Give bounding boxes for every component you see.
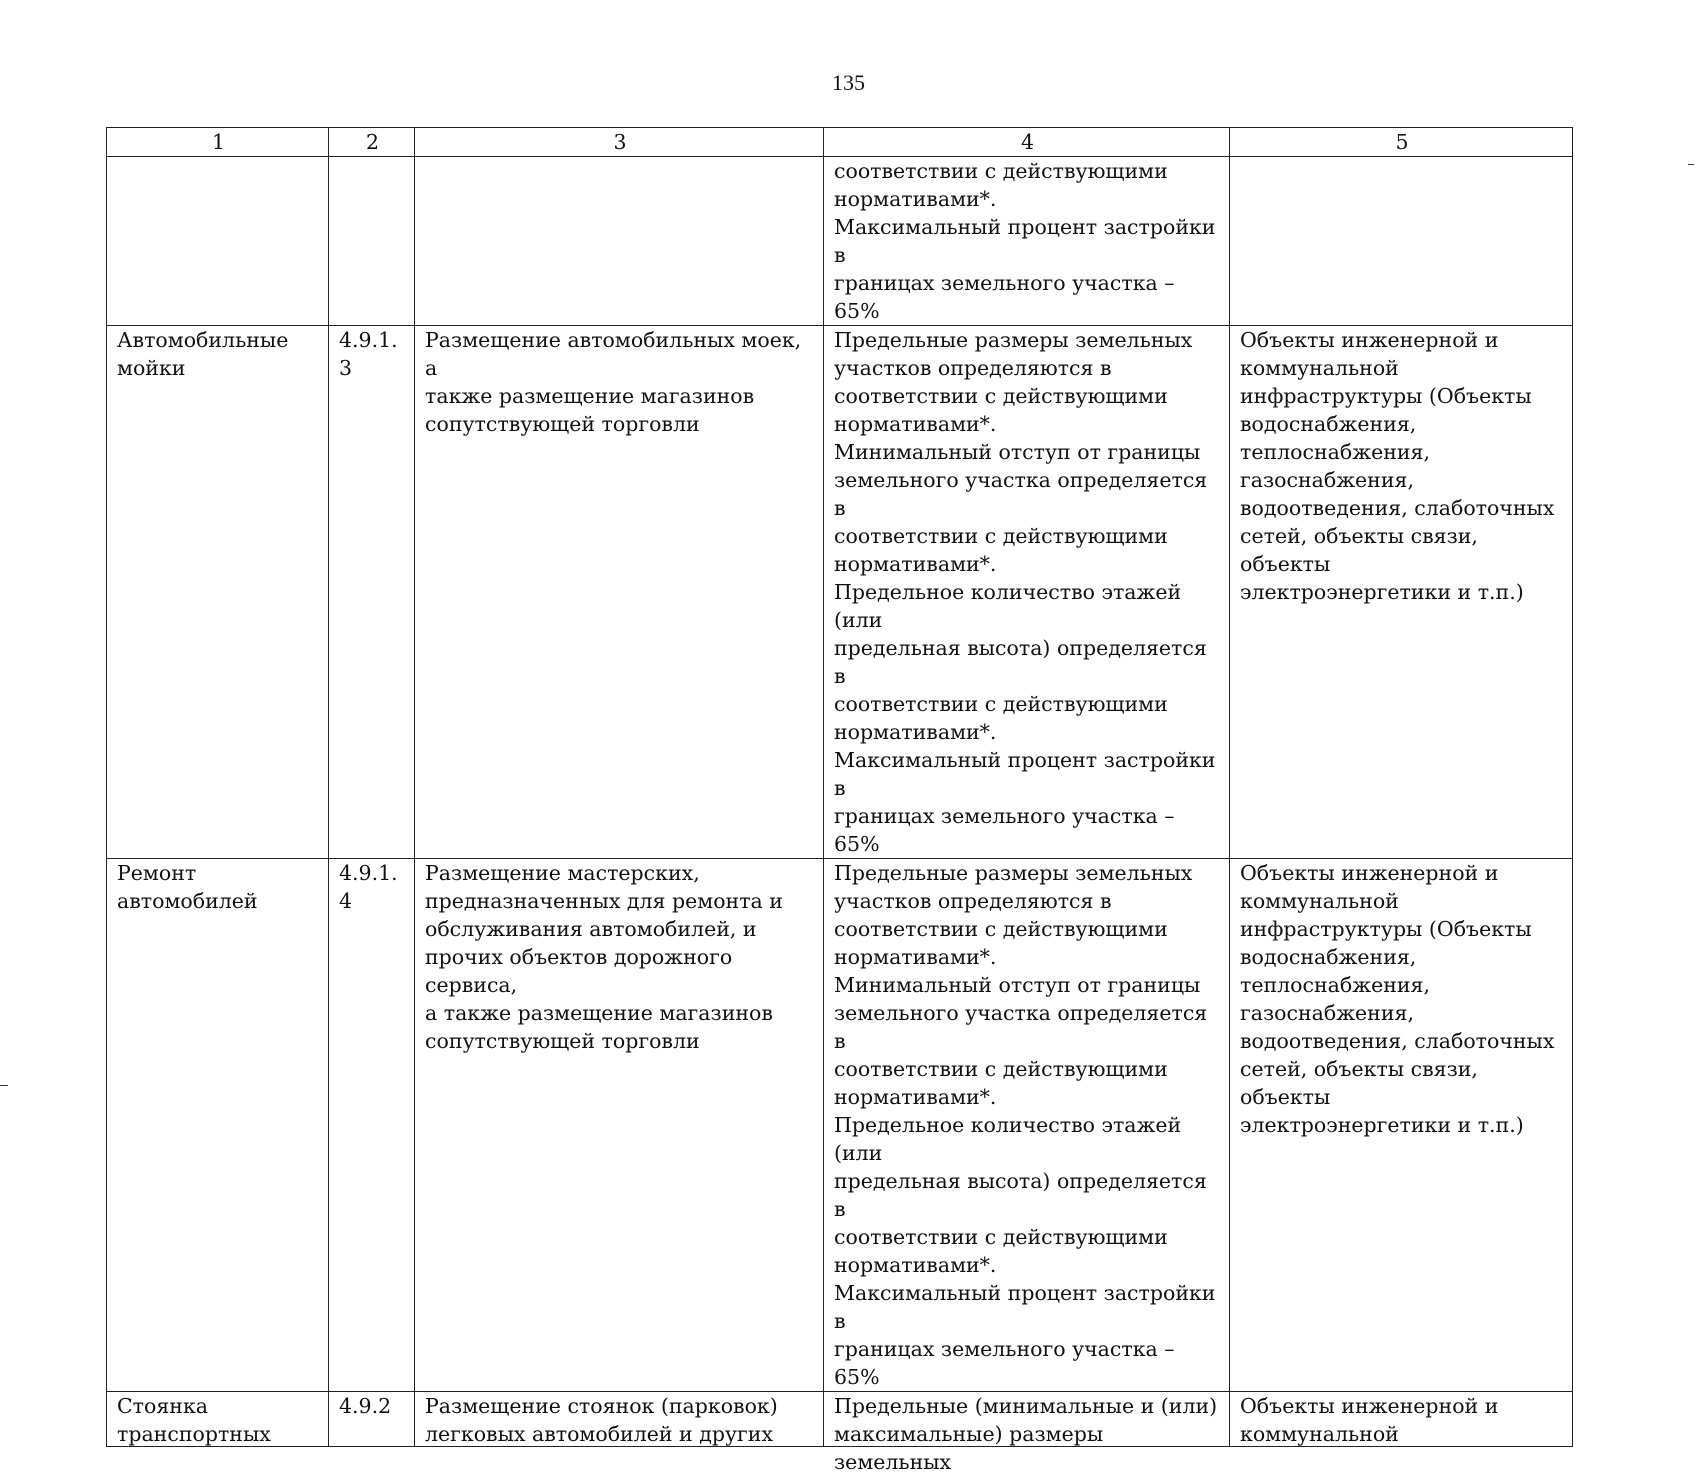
land-use-description-line: а также размещение магазинов bbox=[425, 1001, 773, 1025]
land-use-parameters-line: соответствии с действующими bbox=[834, 159, 1168, 183]
land-use-parameters-line: соответствии с действующими bbox=[834, 524, 1168, 548]
land-use-description-line: сопутствующей торговли bbox=[425, 412, 700, 436]
land-use-parameters-line: Предельное количество этажей (или bbox=[834, 1113, 1182, 1165]
header-col-1: 1 bbox=[107, 128, 329, 157]
land-use-name-cell bbox=[107, 859, 329, 1392]
auxiliary-objects-line: водоотведения, слаботочных bbox=[1240, 496, 1555, 520]
auxiliary-objects-line: водоснабжения, bbox=[1240, 412, 1417, 436]
page-number: 135 bbox=[832, 70, 865, 95]
land-use-parameters-line: предельная высота) определяется в bbox=[834, 636, 1207, 688]
land-use-parameters-line: максимальные) размеры земельных bbox=[834, 1422, 1104, 1474]
land-use-name-line: Стоянка bbox=[117, 1394, 208, 1418]
land-use-parameters-line: нормативами*. bbox=[834, 412, 997, 436]
land-use-name-line: мойки bbox=[117, 356, 186, 380]
auxiliary-objects-line: водоотведения, слаботочных bbox=[1240, 1029, 1555, 1053]
auxiliary-objects-cell bbox=[1230, 157, 1573, 326]
land-use-parameters-cell bbox=[824, 157, 1230, 326]
land-use-parameters-line: нормативами*. bbox=[834, 187, 997, 211]
land-use-parameters-line: границах земельного участка – 65% bbox=[834, 1337, 1175, 1389]
header-col-4: 4 bbox=[824, 128, 1230, 157]
land-use-parameters-cell bbox=[824, 859, 1230, 1392]
land-use-parameters-line: предельная высота) определяется в bbox=[834, 1169, 1207, 1221]
header-col-3: 3 bbox=[415, 128, 824, 157]
auxiliary-objects-line: газоснабжения, bbox=[1240, 468, 1414, 492]
land-use-parameters-line: Минимальный отступ от границы bbox=[834, 440, 1201, 464]
auxiliary-objects-line: коммунальной bbox=[1240, 356, 1399, 380]
land-use-parameters-line: Максимальный процент застройки в bbox=[834, 748, 1216, 800]
table-row bbox=[107, 1392, 1573, 1447]
land-use-parameters-line: границах земельного участка – 65% bbox=[834, 271, 1175, 323]
land-use-description-line: Размещение мастерских, bbox=[425, 861, 700, 885]
table-row bbox=[107, 859, 1573, 1392]
land-use-code-line: 4.9.1. bbox=[339, 328, 398, 352]
land-use-parameters-line: нормативами*. bbox=[834, 720, 997, 744]
header-col-2: 2 bbox=[329, 128, 415, 157]
header-col-5: 5 bbox=[1230, 128, 1573, 157]
land-use-name-line: транспортных bbox=[117, 1422, 271, 1446]
land-use-parameters-line: земельного участка определяется в bbox=[834, 1001, 1208, 1053]
land-use-code-cell bbox=[329, 859, 415, 1392]
auxiliary-objects-line: Объекты инженерной и bbox=[1240, 1394, 1499, 1418]
auxiliary-objects-line: коммунальной bbox=[1240, 889, 1399, 913]
land-use-parameters-line: соответствии с действующими bbox=[834, 1225, 1168, 1249]
land-use-parameters-line: Максимальный процент застройки в bbox=[834, 1281, 1216, 1333]
land-use-code-cell bbox=[329, 1392, 415, 1447]
auxiliary-objects-line: теплоснабжения, bbox=[1240, 973, 1430, 997]
land-use-description-cell bbox=[415, 157, 824, 326]
land-use-description-line: легковых автомобилей и других bbox=[425, 1422, 774, 1446]
land-use-code-line: 3 bbox=[339, 356, 353, 380]
land-use-description-line: также размещение магазинов bbox=[425, 384, 755, 408]
auxiliary-objects-line: газоснабжения, bbox=[1240, 1001, 1414, 1025]
land-use-code-line: 4 bbox=[339, 889, 353, 913]
land-use-name-cell bbox=[107, 157, 329, 326]
land-use-code-line: 4.9.2 bbox=[339, 1394, 392, 1418]
land-use-parameters-line: Предельное количество этажей (или bbox=[834, 580, 1182, 632]
land-use-parameters-cell bbox=[824, 326, 1230, 859]
auxiliary-objects-line: теплоснабжения, bbox=[1240, 440, 1430, 464]
land-use-parameters-line: Предельные (минимальные и (или) bbox=[834, 1394, 1218, 1418]
land-use-parameters-line: участков определяются в bbox=[834, 889, 1112, 913]
land-use-parameters-line: Предельные размеры земельных bbox=[834, 861, 1193, 885]
land-use-description-line: Размещение автомобильных моек, а bbox=[425, 328, 802, 380]
land-use-parameters-line: нормативами*. bbox=[834, 552, 997, 576]
land-use-parameters-line: нормативами*. bbox=[834, 1085, 997, 1109]
land-use-description-cell bbox=[415, 1392, 824, 1447]
land-use-parameters-line: участков определяются в bbox=[834, 356, 1112, 380]
table-row bbox=[107, 326, 1573, 859]
land-use-table bbox=[106, 127, 1573, 1474]
land-use-description-line: обслуживания автомобилей, и bbox=[425, 917, 757, 941]
land-use-code-cell bbox=[329, 326, 415, 859]
land-use-name-line: автомобилей bbox=[117, 889, 258, 913]
land-use-parameters-line: нормативами*. bbox=[834, 945, 997, 969]
auxiliary-objects-line: водоснабжения, bbox=[1240, 945, 1417, 969]
land-use-parameters-line: соответствии с действующими bbox=[834, 384, 1168, 408]
header-row bbox=[107, 128, 1573, 157]
auxiliary-objects-line: инфраструктуры (Объекты bbox=[1240, 384, 1532, 408]
auxiliary-objects-cell bbox=[1230, 326, 1573, 859]
land-use-description-cell bbox=[415, 859, 824, 1392]
land-use-parameters-line: соответствии с действующими bbox=[834, 692, 1168, 716]
land-use-name-line: Автомобильные bbox=[117, 328, 289, 352]
land-use-description-cell bbox=[415, 326, 824, 859]
auxiliary-objects-line: электроэнергетики и т.п.) bbox=[1240, 1113, 1524, 1137]
land-use-description-line: сопутствующей торговли bbox=[425, 1029, 700, 1053]
land-use-parameters-line: земельного участка определяется в bbox=[834, 468, 1208, 520]
land-use-name-line: Ремонт bbox=[117, 861, 197, 885]
land-use-name-cell bbox=[107, 326, 329, 859]
auxiliary-objects-line: сетей, объекты связи, объекты bbox=[1240, 1057, 1478, 1109]
land-use-description-line: предназначенных для ремонта и bbox=[425, 889, 783, 913]
auxiliary-objects-line: Объекты инженерной и bbox=[1240, 328, 1499, 352]
auxiliary-objects-cell bbox=[1230, 859, 1573, 1392]
margin-mark-left bbox=[0, 1085, 8, 1086]
auxiliary-objects-line: Объекты инженерной и bbox=[1240, 861, 1499, 885]
land-use-parameters-cell bbox=[824, 1392, 1230, 1474]
land-use-code-line: 4.9.1. bbox=[339, 861, 398, 885]
auxiliary-objects-line: коммунальной bbox=[1240, 1422, 1399, 1446]
auxiliary-objects-line: сетей, объекты связи, объекты bbox=[1240, 524, 1478, 576]
land-use-parameters-line: Максимальный процент застройки в bbox=[834, 215, 1216, 267]
land-use-description-line: прочих объектов дорожного сервиса, bbox=[425, 945, 733, 997]
land-use-parameters-line: Минимальный отступ от границы bbox=[834, 973, 1201, 997]
land-use-parameters-line: соответствии с действующими bbox=[834, 1057, 1168, 1081]
land-use-name-cell bbox=[107, 1392, 329, 1447]
land-use-parameters-line: Предельные размеры земельных bbox=[834, 328, 1193, 352]
land-use-parameters-line: границах земельного участка – 65% bbox=[834, 804, 1175, 856]
land-use-code-cell bbox=[329, 157, 415, 326]
land-use-parameters-line: соответствии с действующими bbox=[834, 917, 1168, 941]
auxiliary-objects-line: инфраструктуры (Объекты bbox=[1240, 917, 1532, 941]
auxiliary-objects-cell bbox=[1230, 1392, 1573, 1447]
auxiliary-objects-line: электроэнергетики и т.п.) bbox=[1240, 580, 1524, 604]
land-use-parameters-line: нормативами*. bbox=[834, 1253, 997, 1277]
table-row bbox=[107, 157, 1573, 326]
margin-mark-right bbox=[1688, 164, 1694, 165]
land-use-description-line: Размещение стоянок (парковок) bbox=[425, 1394, 778, 1418]
